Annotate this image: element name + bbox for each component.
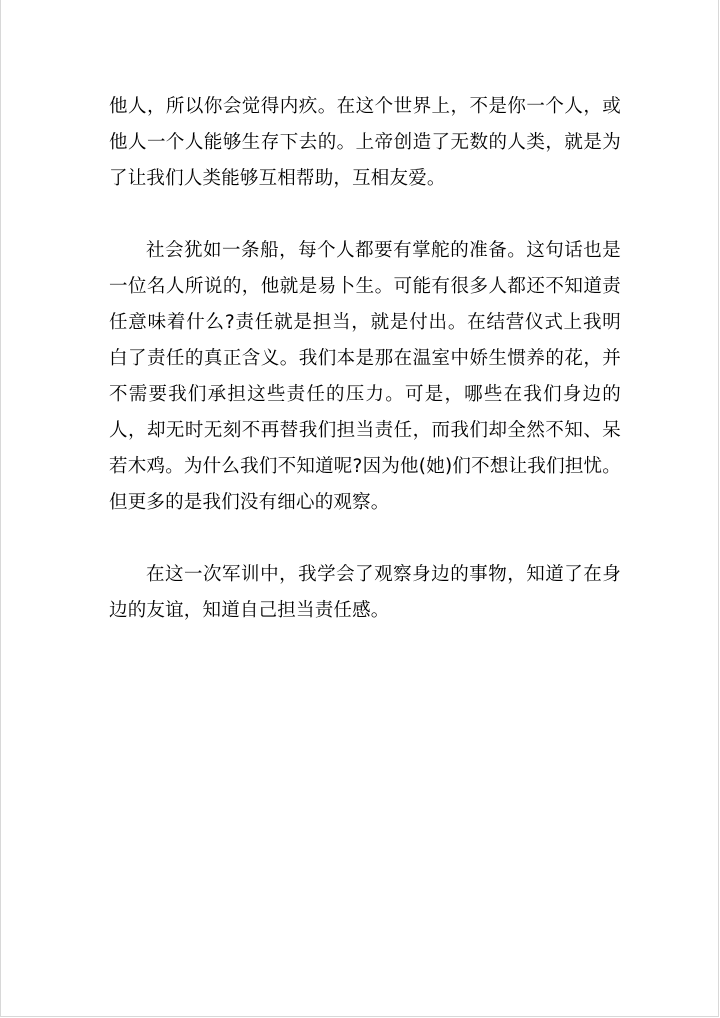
document-body	[109, 89, 621, 665]
paragraph-2: 社会犹如一条船，每个人都要有掌舵的准备。这句话也是一位名人所说的，他就是易卜生。可能有很多人都还不知道责任意味着什么?责任就是担当，就是付出。在结营仪式上我明白了责任的真正含义。我们本是那在温室中娇生惯养的花，并不需要我们承担这些责任的压力。可是，哪些在我们身边的人，却无时无刻不再替我们担当责任，而我们却全然不知、呆若木鸡。为什么我们不知道呢?因为他(她)们不想让我们担忧。但更多的是我们没有细心的观察。	[109, 240, 621, 513]
paragraph-3: 在这一次军训中，我学会了观察身边的事物，知道了在身边的友谊，知道自己担当责任感。	[109, 564, 621, 621]
paragraph-1: 他人，所以你会觉得内疚。在这个世界上，不是你一个人，或他人一个人能够生存下去的。上帝创造了无数的人类，就是为了让我们人类能够互相帮助，互相友爱。	[109, 96, 621, 189]
